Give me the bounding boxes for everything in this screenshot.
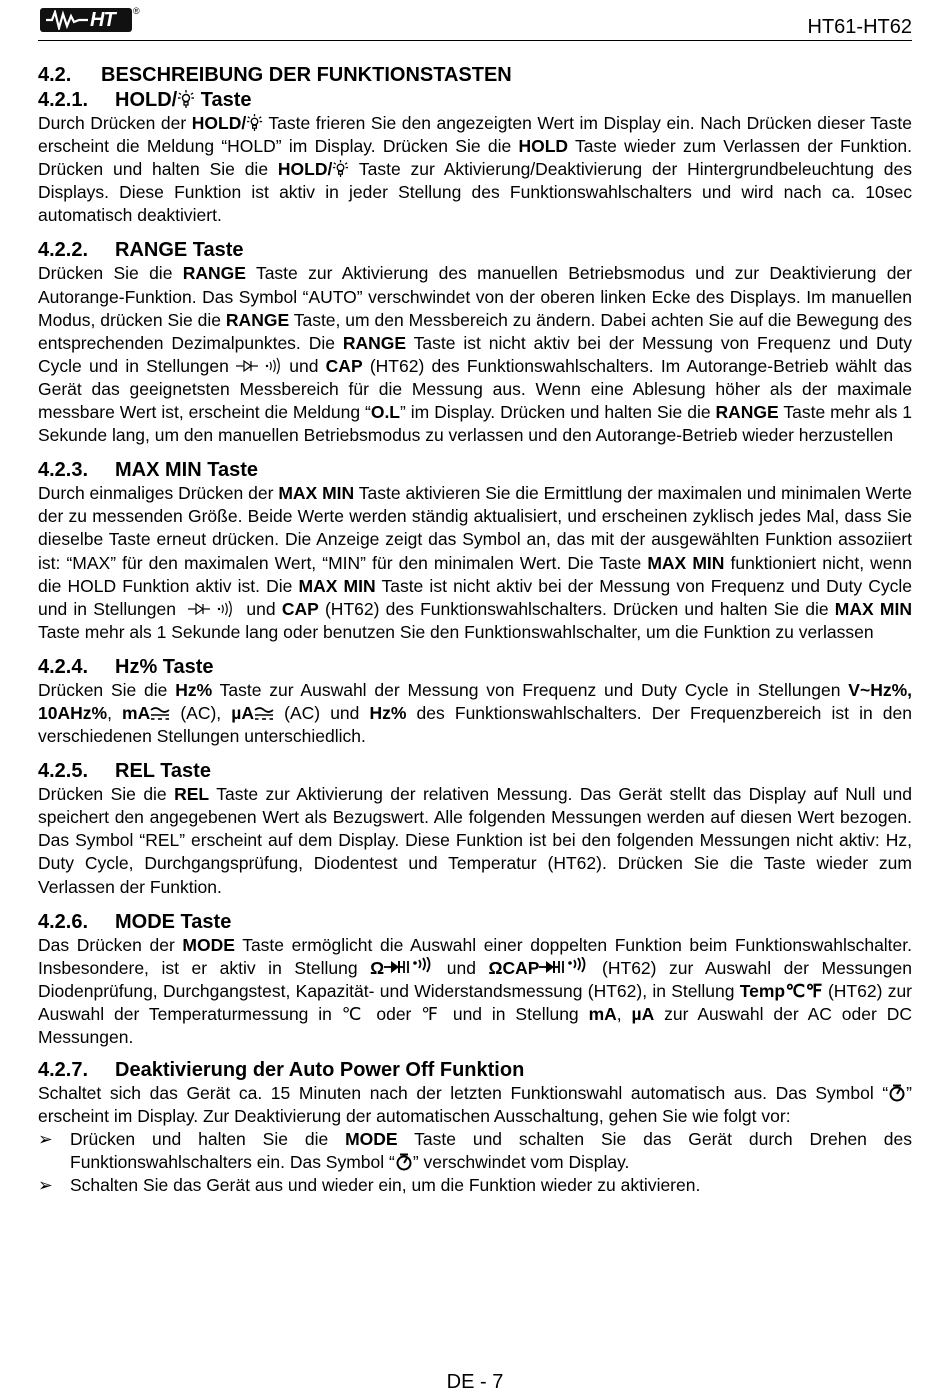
diode-continuity-icon	[236, 357, 282, 375]
logo-text: HT	[90, 9, 115, 31]
bullet-arrow-icon: ➢	[38, 1129, 53, 1150]
text-run: Taste zur Auswahl der Messung von Frequenz und Duty Cycle in Stellungen	[212, 679, 849, 700]
text-run: Taste ermöglicht die Auswahl einer doppelten Funktion beim Funktionswahlschalter. Insbesondere, ist er aktiv in Stellung	[38, 934, 913, 978]
text-run: Schaltet sich das Gerät ca. 15 Minuten nach der letzten Funktionswahl automatisch aus. Das Symbol “	[38, 1083, 889, 1104]
text-run: Taste mehr als 1 Sekunde lang, um den manuellen Betriebsmodus zu verlassen und den Autorange-Betrieb wieder herzustellen	[38, 402, 912, 446]
text-run: (AC) und	[274, 702, 370, 723]
bold-run: Hz%	[175, 679, 213, 700]
text-run: (HT62) zur Auswahl der Messungen Diodenprüfung, Durchgangstest, Kapazität- und Widerstandsmessung (HT62), in Stellung	[38, 957, 912, 1001]
bold-run: MAX MIN	[278, 483, 355, 504]
text-run: ,	[616, 1003, 632, 1024]
text-run: ” erscheint im Display. Zur Deaktivierung der automatischen Ausschaltung, gehen Sie wie folgt vor:	[38, 1083, 912, 1127]
text-run: zur Auswahl der AC oder DC Messungen.	[38, 1003, 912, 1047]
ac-dc-icon	[150, 706, 170, 722]
paragraph-4-2-6	[38, 934, 912, 1049]
heading-title: Hz% Taste	[115, 655, 214, 678]
document-id: HT61-HT62	[807, 16, 912, 38]
list-item	[38, 1128, 912, 1174]
bold-run: HOLD/	[191, 113, 247, 133]
text-run: und	[282, 355, 326, 376]
paragraph-4-2-3	[38, 482, 912, 644]
ac-dc-icon	[254, 706, 274, 722]
paragraph-4-2-5	[38, 783, 912, 898]
heading-4-2-6	[38, 910, 912, 934]
text-run: Drücken Sie die	[38, 679, 176, 700]
diode-continuity-icon	[384, 957, 434, 977]
paragraph-4-2-4	[38, 679, 912, 748]
text-run: Durch Drücken der	[38, 113, 192, 133]
registered-mark: ®	[133, 6, 140, 16]
bold-run: MAX MIN	[834, 598, 912, 619]
bold-run: RANGE	[715, 402, 779, 423]
page-content	[38, 62, 912, 1198]
text-run: Taste zur Aktivierung/Deaktivierung der Hintergrundbeleuchtung des Displays. Diese Funktion ist aktiv in jeder Stellung des Funktionswahlschalters und wird nach ca. 10sec automatisch deaktiviert.	[38, 159, 912, 226]
text-run: ” im Display. Drücken und halten Sie die	[400, 402, 716, 423]
bold-run: CAP	[281, 598, 319, 619]
heading-number: 4.2.5.	[38, 760, 89, 783]
backlight-bulb-icon	[246, 113, 263, 132]
heading-title-suffix: Taste	[195, 89, 252, 111]
bold-run: MAX MIN	[298, 575, 376, 596]
text-run: und	[240, 598, 282, 619]
bold-run: HOLD/	[277, 159, 333, 180]
text-run: Taste und schalten Sie das Gerät durch Drehen des Funktionswahlschalters ein. Das Symbol “	[70, 1129, 913, 1173]
text-run: des Funktionswahlschalters. Der Frequenzbereich ist in den verschiedenen Stellungen unterschiedlich.	[38, 702, 912, 747]
section-number: 4.2.	[38, 64, 72, 86]
paragraph-4-2-1	[38, 112, 912, 227]
heading-4-2-3	[38, 458, 912, 482]
text-run: (HT62) des Funktionswahlschalters. Drücken und halten Sie die	[318, 598, 835, 619]
heading-title: Deaktivierung der Auto Power Off Funktion	[115, 1059, 525, 1082]
text-run: Taste wieder zum Verlassen der Funktion. Drücken und halten Sie die	[38, 136, 912, 180]
heading-title: MAX MIN Taste	[115, 459, 258, 482]
text-run: ,	[107, 702, 123, 723]
heading-number: 4.2.6.	[38, 910, 89, 933]
text-run: Taste frieren Sie den angezeigten Wert im Display ein. Nach Drücken dieser Taste erscheint die Meldung “HOLD” im Display. Drücken Sie die	[38, 113, 912, 157]
ohm-symbol: Ω	[370, 957, 385, 978]
page-number: DE - 7	[446, 1371, 504, 1393]
bold-run: MODE	[345, 1129, 398, 1150]
bold-run: MAX MIN	[647, 552, 725, 573]
page-header	[38, 8, 912, 41]
text-run: Durch einmaliges Drücken der	[38, 483, 279, 504]
heading-number: 4.2.4.	[38, 655, 89, 678]
heading-title: HOLD/	[115, 89, 178, 111]
diode-continuity-icon	[539, 957, 589, 977]
bold-run: RANGE	[342, 332, 407, 353]
heading-4-2-4	[38, 655, 912, 679]
text-run: Taste zur Aktivierung der relativen Messung. Das Gerät stellt das Display auf Null und speichert den angegebenen Wert als Bezugswert. Alle folgenden Messungen werden auf diesen Wert bezogen. Das Symbol “REL” erscheint auf dem Display. Diese Funktion ist bei den folgenden Messungen nicht aktiv: Hz, Duty Cycle, Durchgangsprüfung, Diodentest und Temperatur (HT62). Drücken Sie die Taste wieder zum Verlassen der Funktion.	[38, 784, 912, 897]
text-run: Taste mehr als 1 Sekunde lang oder benutzen Sie den Funktionswahlschalter, um die Funktion zu verlassen	[38, 621, 874, 642]
bullet-list	[38, 1128, 912, 1197]
text-run: Taste ist nicht aktiv bei der Messung von Frequenz und Duty Cycle und in Stellungen	[38, 575, 913, 619]
text-run: Das Drücken der	[38, 934, 183, 955]
text-run: ” verschwindet vom Display.	[412, 1152, 630, 1173]
text-run: Taste, um den Messbereich zu ändern. Dabei achten Sie auf die Bewegung des entsprechenden Dezimalpunktes. Die	[38, 309, 912, 353]
heading-title: RANGE Taste	[115, 239, 244, 262]
bold-run: RANGE	[182, 263, 246, 284]
bold-run: µA	[231, 702, 255, 723]
heading-number: 4.2.1.	[38, 89, 89, 111]
heading-number: 4.2.3.	[38, 459, 89, 482]
text-run: Drücken und halten Sie die	[70, 1129, 346, 1150]
logo-wave-icon	[46, 10, 88, 30]
text-run: (AC),	[170, 702, 232, 723]
ht-logo	[40, 8, 132, 32]
section-title: BESCHREIBUNG DER FUNKTIONSTASTEN	[101, 64, 512, 86]
bold-run: REL	[174, 784, 210, 805]
text-run: Taste aktivieren Sie die Ermittlung der maximalen und minimalen Werte der zu messenden Größe. Beide Werte werden ständig aktualisiert, und erscheinen zyklisch jedes Mal, dass Sie dieselbe Taste erneut drücken. Die Anzeige zeigt das Symbol an, das mit der ausgewählten Funktion assoziiert ist: “MAX” für den maximalen Wert, “MIN” für den minimalen Wert. Die Taste	[38, 483, 912, 573]
bold-run: MODE	[182, 934, 235, 955]
backlight-bulb-icon	[177, 89, 195, 109]
text-run: Taste ist nicht aktiv bei der Messung von Frequenz und Duty Cycle und in Stellungen	[38, 332, 912, 376]
heading-4-2-1	[38, 88, 912, 112]
paragraph-4-2-7	[38, 1082, 912, 1128]
heading-number: 4.2.7.	[38, 1059, 89, 1082]
text-run: Schalten Sie das Gerät aus und wieder ein, um die Funktion wieder zu aktivieren.	[70, 1175, 701, 1196]
bold-run: O.L	[370, 402, 400, 423]
text-run: Taste zur Aktivierung des manuellen Betriebsmodus und zur Deaktivierung der Autorange-Funktion. Das Symbol “AUTO” verschwindet von der oberen linken Ecke des Displays. Im manuellen Modus, drücken Sie die	[38, 263, 912, 330]
heading-number: 4.2.2.	[38, 239, 89, 262]
list-item	[38, 1174, 912, 1197]
text-run: (HT62) zur Auswahl der Temperaturmessung in ℃ oder ℉ und in Stellung	[38, 980, 912, 1024]
bold-run: µA	[631, 1003, 655, 1024]
heading-title: REL Taste	[115, 760, 211, 783]
text-run: Drücken Sie die	[38, 263, 183, 284]
diode-continuity-icon	[182, 600, 240, 618]
auto-power-off-icon	[395, 1153, 413, 1171]
bold-run: CAP	[325, 355, 363, 376]
bold-run: Hz%	[369, 702, 407, 723]
text-run: funktioniert nicht, wenn die HOLD Funktion aktiv ist. Die	[38, 552, 912, 596]
bold-run: mA	[588, 1003, 617, 1024]
text-run: und	[434, 957, 489, 978]
bold-run: Temp℃℉	[739, 980, 823, 1001]
text-run: Drücken Sie die	[38, 784, 175, 805]
bold-run: ΩCAP	[488, 957, 540, 978]
text-run: (HT62) des Funktionswahlschalters. Im Autorange-Betrieb wählt das Gerät das geeignetsten Messbereich für die Messung aus. Wenn eine Ablesung höher als der maximale messbare Wert ist, erscheint die Meldung “	[38, 355, 912, 423]
heading-4-2-2	[38, 238, 912, 262]
section-heading	[38, 62, 912, 88]
heading-title: MODE Taste	[115, 910, 232, 933]
auto-power-off-icon	[888, 1084, 906, 1102]
bold-run: mA	[122, 702, 151, 723]
backlight-bulb-icon	[332, 159, 349, 178]
heading-4-2-5	[38, 759, 912, 783]
bold-run: V~Hz%, 10AHz%	[38, 679, 912, 723]
paragraph-4-2-2	[38, 262, 912, 447]
bold-run: HOLD	[518, 136, 569, 157]
heading-4-2-7	[38, 1058, 912, 1082]
bold-run: RANGE	[225, 309, 290, 330]
bullet-arrow-icon: ➢	[38, 1175, 53, 1196]
